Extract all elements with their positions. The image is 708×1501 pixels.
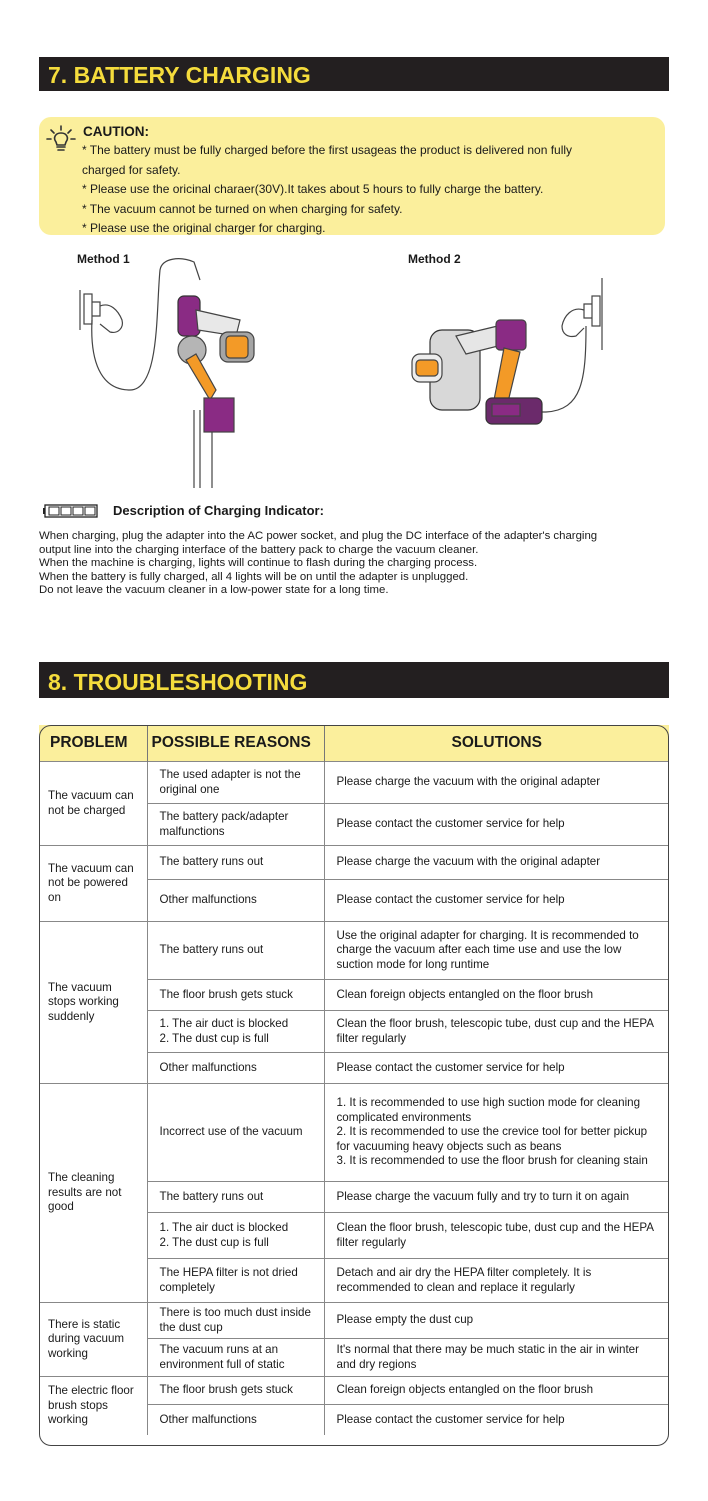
reason-cell: The used adapter is not the original one <box>147 762 324 804</box>
caution-line-1: * The battery must be fully charged before the first usageas the product is delivered non fully <box>82 143 573 158</box>
caution-line-2: charged for safety. <box>82 162 181 177</box>
solution-cell: Please charge the vacuum with the original adapter <box>324 762 669 804</box>
header-reasons: POSSIBLE REASONS <box>147 725 324 762</box>
problem-cell: The cleaning results are not good <box>39 1084 147 1303</box>
section-title-troubleshooting: 8. TROUBLESHOOTING <box>39 662 669 698</box>
header-solutions: SOLUTIONS <box>324 725 669 762</box>
reason-cell: 1. The air duct is blocked 2. The dust cup is full <box>147 1011 324 1053</box>
caution-line-3: * Please use the oricinal charaer(30V).It takes about 5 hours to fully charge the battery. <box>82 182 544 197</box>
solution-cell: Please contact the customer service for help <box>324 880 669 922</box>
solution-cell: Clean the floor brush, telescopic tube, dust cup and the HEPA filter regularly <box>324 1213 669 1259</box>
table-row <box>39 1303 669 1339</box>
problem-cell: The electric floor brush stops working <box>39 1377 147 1435</box>
desc-line-3: When the machine is charging, lights will continue to flash during the charging process. <box>39 557 478 570</box>
table-row <box>39 846 669 880</box>
solution-cell: Please contact the customer service for help <box>324 1405 669 1435</box>
reason-cell: Other malfunctions <box>147 1405 324 1435</box>
solution-cell: Please charge the vacuum fully and try to turn it on again <box>324 1182 669 1213</box>
caution-line-4: * The vacuum cannot be turned on when charging for safety. <box>82 201 403 216</box>
charging-indicator-description <box>39 530 679 598</box>
solution-cell: Please contact the customer service for help <box>324 1053 669 1084</box>
solution-cell: Detach and air dry the HEPA filter completely. It is recommended to clean and replace it regularly <box>324 1259 669 1303</box>
reason-cell: Other malfunctions <box>147 1053 324 1084</box>
table-row <box>39 1084 669 1182</box>
solution-cell: Please charge the vacuum with the original adapter <box>324 846 669 880</box>
reason-cell: The battery pack/adapter malfunctions <box>147 804 324 846</box>
caution-title: CAUTION: <box>83 124 149 139</box>
solution-cell: Clean the floor brush, telescopic tube, dust cup and the HEPA filter regularly <box>324 1011 669 1053</box>
reason-cell: The floor brush gets stuck <box>147 1377 324 1405</box>
charging-indicator-heading <box>43 503 324 518</box>
problem-cell: The vacuum can not be powered on <box>39 846 147 922</box>
method-2-label: Method 2 <box>408 252 461 266</box>
desc-line-4: When the battery is fully charged, all 4 lights will be on until the adapter is unplugged. <box>39 570 469 583</box>
solution-cell: Please empty the dust cup <box>324 1303 669 1339</box>
reason-cell: The HEPA filter is not dried completely <box>147 1259 324 1303</box>
lightbulb-icon <box>46 125 76 155</box>
reason-cell: The battery runs out <box>147 1182 324 1213</box>
solution-cell: Please contact the customer service for help <box>324 804 669 846</box>
method-2-illustration <box>396 270 616 440</box>
table-row <box>39 1377 669 1405</box>
solution-cell: Clean foreign objects entangled on the floor brush <box>324 1377 669 1405</box>
method-1-label: Method 1 <box>77 252 130 266</box>
charging-indicator-title: Description of Charging Indicator: <box>113 503 324 518</box>
desc-line-2: output line into the charging interface of the battery pack to charge the vacuum cleaner. <box>39 543 479 556</box>
problem-cell: There is static during vacuum working <box>39 1303 147 1377</box>
table-header-row <box>39 725 669 762</box>
solution-cell: It's normal that there may be much static in the air in winter and dry regions <box>324 1339 669 1377</box>
reason-cell: The vacuum runs at an environment full of static <box>147 1339 324 1377</box>
battery-indicator-icon <box>43 504 99 518</box>
troubleshooting-table-wrapper <box>39 725 669 1445</box>
problem-cell: The vacuum stops working suddenly <box>39 922 147 1084</box>
header-problem: PROBLEM <box>39 725 147 762</box>
solution-cell: Clean foreign objects entangled on the floor brush <box>324 980 669 1011</box>
caution-box <box>39 117 665 235</box>
solution-cell: 1. It is recommended to use high suction mode for cleaning complicated environments 2. It is recommended to use the crevice tool for better pickup for vacuuming heavy objects such as beans 3. It is recommended to use the floor brush for cleaning stain <box>324 1084 669 1182</box>
method-1-illustration <box>70 250 270 490</box>
solution-cell: Use the original adapter for charging. It is recommended to charge the vacuum after each time use and use the low suction mode for long runtime <box>324 922 669 980</box>
desc-line-1: When charging, plug the adapter into the AC power socket, and plug the DC interface of the adapter's charging <box>39 530 598 542</box>
problem-cell: The vacuum can not be charged <box>39 762 147 846</box>
reason-cell: 1. The air duct is blocked 2. The dust cup is full <box>147 1213 324 1259</box>
reason-cell: The battery runs out <box>147 922 324 980</box>
reason-cell: Incorrect use of the vacuum <box>147 1084 324 1182</box>
reason-cell: Other malfunctions <box>147 880 324 922</box>
section-title-battery-charging: 7. BATTERY CHARGING <box>39 57 669 91</box>
table-row <box>39 762 669 804</box>
reason-cell: The floor brush gets stuck <box>147 980 324 1011</box>
desc-line-5: Do not leave the vacuum cleaner in a low-power state for a long time. <box>39 584 389 597</box>
table-row <box>39 922 669 980</box>
troubleshooting-table <box>39 725 669 1435</box>
reason-cell: There is too much dust inside the dust cup <box>147 1303 324 1339</box>
reason-cell: The battery runs out <box>147 846 324 880</box>
caution-line-5: * Please use the original charger for charging. <box>82 221 326 236</box>
